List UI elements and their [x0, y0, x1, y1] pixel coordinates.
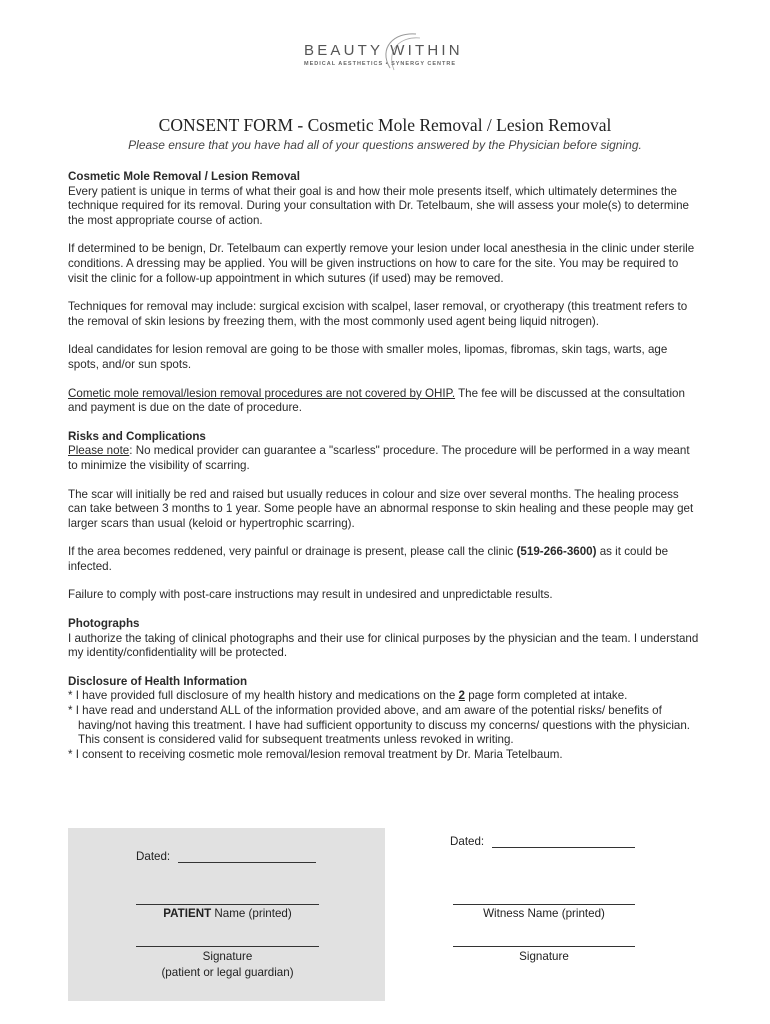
item-text: page form completed at intake.	[465, 689, 628, 703]
witness-signature-label: Signature	[519, 950, 569, 963]
clinic-logo	[290, 28, 480, 78]
phone-lead: If the area becomes reddened, very painful or drainage is present, please call the clinic	[68, 545, 517, 559]
paragraph-ohip	[68, 387, 700, 416]
patient-signature-label: Signature	[202, 950, 253, 963]
item-text: * I have provided full disclosure of my health history and medications on the	[68, 689, 459, 703]
paragraph: Failure to comply with post-care instructions may result in undesired and unpredictable results.	[68, 588, 553, 602]
section-heading-mole-removal: Cosmetic Mole Removal / Lesion Removal	[68, 170, 300, 183]
consent-body	[68, 170, 700, 762]
witness-dated-field[interactable]	[492, 847, 635, 848]
phone-tail: as it could be infected.	[68, 545, 669, 573]
witness-signature-field[interactable]	[453, 946, 635, 947]
list-item: * I have read and understand ALL of the information provided above, and am aware of the potential risks/ benefits of having/not having this treatment. I have had sufficient opportunity to discuss my concerns/ questions with the physician. This consent is considered valid for subsequent treatments unless revoked in writing.	[68, 704, 691, 747]
list-item: * I consent to receiving cosmetic mole removal/lesion removal treatment by Dr. Maria Tetelbaum.	[68, 747, 563, 761]
page-count: 2	[458, 689, 465, 703]
paragraph: I authorize the taking of clinical photographs and their use for clinical purposes by the physician and the team. I understand my identity/confidentiality will be protected.	[68, 631, 699, 660]
logo-tagline: MEDICAL AESTHETICS • SYNERGY CENTRE	[304, 61, 457, 67]
patient-name-field[interactable]	[136, 904, 319, 905]
paragraph-note	[68, 444, 700, 473]
patient-bold: PATIENT	[163, 907, 212, 920]
patient-dated-label: Dated:	[136, 850, 171, 863]
paragraph: The scar will initially be red and raised but usually reduces in colour and size over several months. The healing process can take between 3 months to 1 year. Some people have an abnormal response to skin healing and these people may get larger scars than usual (keloid or hypertrophic scarring).	[68, 487, 694, 530]
page-subtitle: Please ensure that you have had all of your questions answered by the Physician before signing.	[128, 138, 642, 152]
disclosure-list	[68, 689, 700, 762]
clinic-phone: (519-266-3600)	[516, 545, 597, 559]
paragraph-phone	[68, 545, 700, 574]
patient-signature-field[interactable]	[136, 946, 319, 947]
logo-name: BEAUTY WITHIN	[304, 42, 463, 59]
paragraph: Techniques for removal may include: surgical excision with scalpel, laser removal, or cryotherapy (this treatment refers to the removal of skin lesions by freezing them, with the most commonly used agent being liquid nitrogen).	[68, 300, 688, 328]
note-detail: : No medical provider can guarantee a "scarless" procedure. The procedure will be performed in a way meant to minimize the visibility of scarring.	[68, 444, 690, 472]
witness-dated-label: Dated:	[450, 835, 485, 848]
paragraph: Every patient is unique in terms of what their goal is and how their mole presents itself, which ultimately determines the technique required for its removal. During your consultation with Dr. Tetelbaum, she will assess your mole(s) to determine the most appropriate course of action.	[68, 184, 689, 227]
list-item	[68, 689, 700, 704]
section-heading-risks: Risks and Complications	[68, 429, 206, 443]
ohip-notice: Cometic mole removal/lesion removal procedures are not covered by OHIP.	[68, 386, 456, 400]
patient-dated-field[interactable]	[178, 862, 316, 863]
paragraph: Ideal candidates for lesion removal are going to be those with smaller moles, lipomas, fibromas, skin tags, warts, age spots, and/or sun spots.	[68, 343, 668, 371]
please-note: Please note	[68, 444, 130, 458]
paragraph: If determined to be benign, Dr. Tetelbaum can expertly remove your lesion under local anesthesia in the clinic under sterile conditions. A dressing may be applied. You will be given instructions on how to care for the site. You may be required to visit the clinic for a follow-up appointment in which sutures (if used) may be removed.	[68, 242, 695, 285]
patient-name-label	[136, 907, 319, 920]
page-title: CONSENT FORM - Cosmetic Mole Removal / Lesion Removal	[158, 115, 612, 135]
guardian-label: (patient or legal guardian)	[161, 966, 294, 979]
witness-name-label: Witness Name (printed)	[483, 907, 605, 920]
patient-name-rest: Name (printed)	[211, 907, 292, 920]
section-heading-disclosure: Disclosure of Health Information	[68, 674, 248, 688]
section-heading-photographs: Photographs	[68, 617, 140, 631]
witness-name-field[interactable]	[453, 904, 635, 905]
ohip-detail: The fee will be discussed at the consultation and payment is due on the date of procedure.	[68, 386, 685, 415]
